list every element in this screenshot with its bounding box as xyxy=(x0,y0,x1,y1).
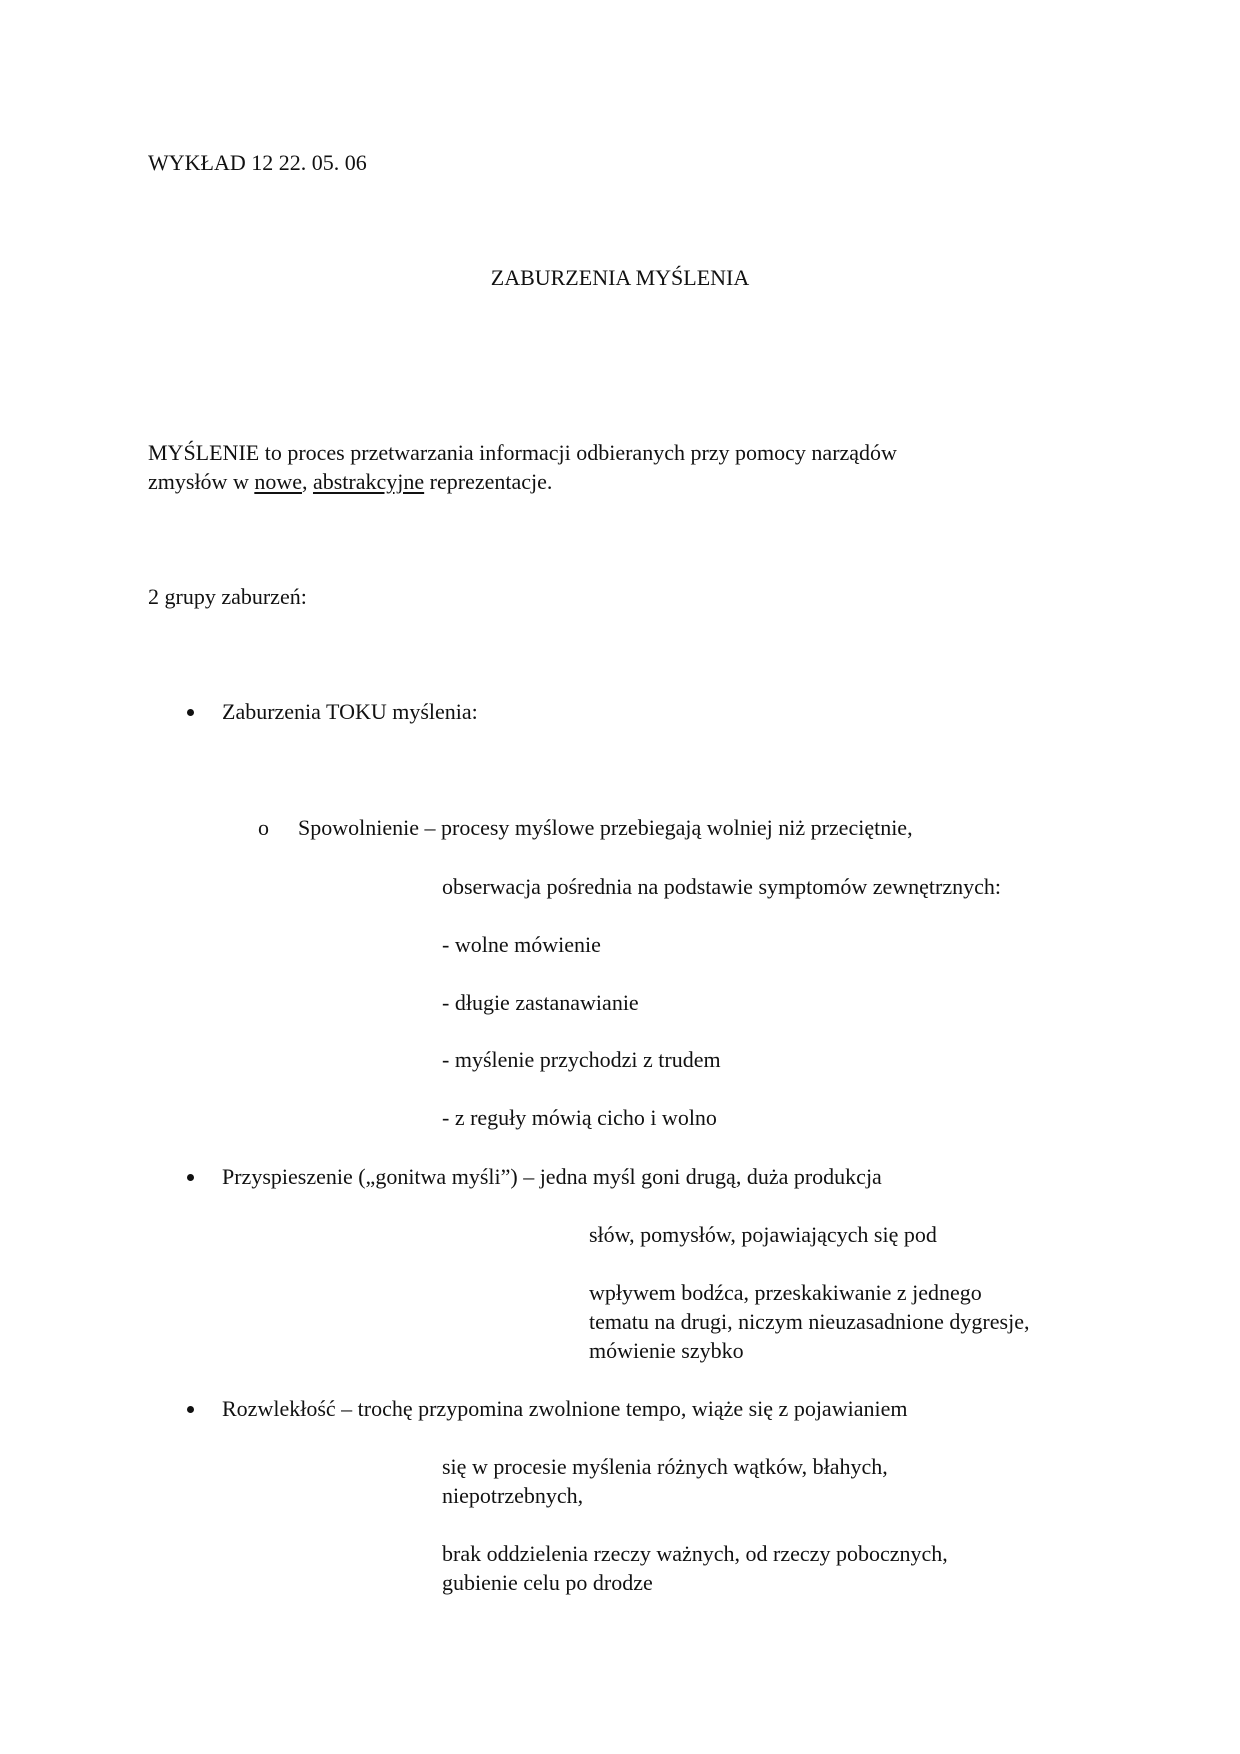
underlined-word-abstrakcyjne: abstrakcyjne xyxy=(312,469,425,494)
definition-line-1: MYŚLENIE to proces przetwarzania informacji odbieranych przy pomocy narządów xyxy=(148,440,897,465)
list-item: - myślenie przychodzi z trudem xyxy=(442,1047,721,1072)
rozwleklosc-cont-4: gubienie celu po drodze xyxy=(442,1570,653,1595)
page-title: ZABURZENIA MYŚLENIA xyxy=(490,265,750,290)
rozwleklosc-cont-2: niepotrzebnych, xyxy=(442,1483,584,1508)
przyspieszenie-cont-4: mówienie szybko xyxy=(589,1338,744,1363)
przyspieszenie-cont-3: tematu na drugi, niczym nieuzasadnione dygresje, xyxy=(589,1309,1030,1334)
list-item: - wolne mówienie xyxy=(442,932,601,957)
underlined-word-nowe: nowe xyxy=(254,469,302,494)
bullet-icon xyxy=(187,1406,194,1413)
bullet-toku: Zaburzenia TOKU myślenia: xyxy=(222,699,478,724)
rozwleklosc-cont-3: brak oddzielenia rzeczy ważnych, od rzeczy pobocznych, xyxy=(442,1541,948,1566)
przyspieszenie-cont-1: słów, pomysłów, pojawiających się pod xyxy=(589,1222,937,1247)
definition-text: zmysłów w xyxy=(148,469,255,494)
definition-text-end: reprezentacje. xyxy=(424,469,553,494)
spowolnienie-lead: Spowolnienie – procesy myślowe przebiegają wolniej niż przeciętnie, xyxy=(298,815,913,840)
spowolnienie-obs: obserwacja pośrednia na podstawie symptomów zewnętrznych: xyxy=(442,874,1001,899)
przyspieszenie-cont-2: wpływem bodźca, przeskakiwanie z jednego xyxy=(589,1280,982,1305)
definition-line-2 xyxy=(148,467,552,496)
bullet-icon xyxy=(187,709,194,716)
przyspieszenie-lead: Przyspieszenie („gonitwa myśli”) – jedna myśl goni drugą, duża produkcja xyxy=(222,1164,882,1189)
groups-label: 2 grupy zaburzeń: xyxy=(148,584,307,609)
lecture-label: WYKŁAD 12 22. 05. 06 xyxy=(148,150,367,175)
sub-bullet-icon: o xyxy=(258,815,269,840)
definition-separator: , xyxy=(301,469,313,494)
rozwleklosc-lead: Rozwlekłość – trochę przypomina zwolnione tempo, wiąże się z pojawianiem xyxy=(222,1396,908,1421)
rozwleklosc-cont-1: się w procesie myślenia różnych wątków, błahych, xyxy=(442,1454,888,1479)
bullet-icon xyxy=(187,1174,194,1181)
list-item: - długie zastanawianie xyxy=(442,990,639,1015)
list-item: - z reguły mówią cicho i wolno xyxy=(442,1105,717,1130)
